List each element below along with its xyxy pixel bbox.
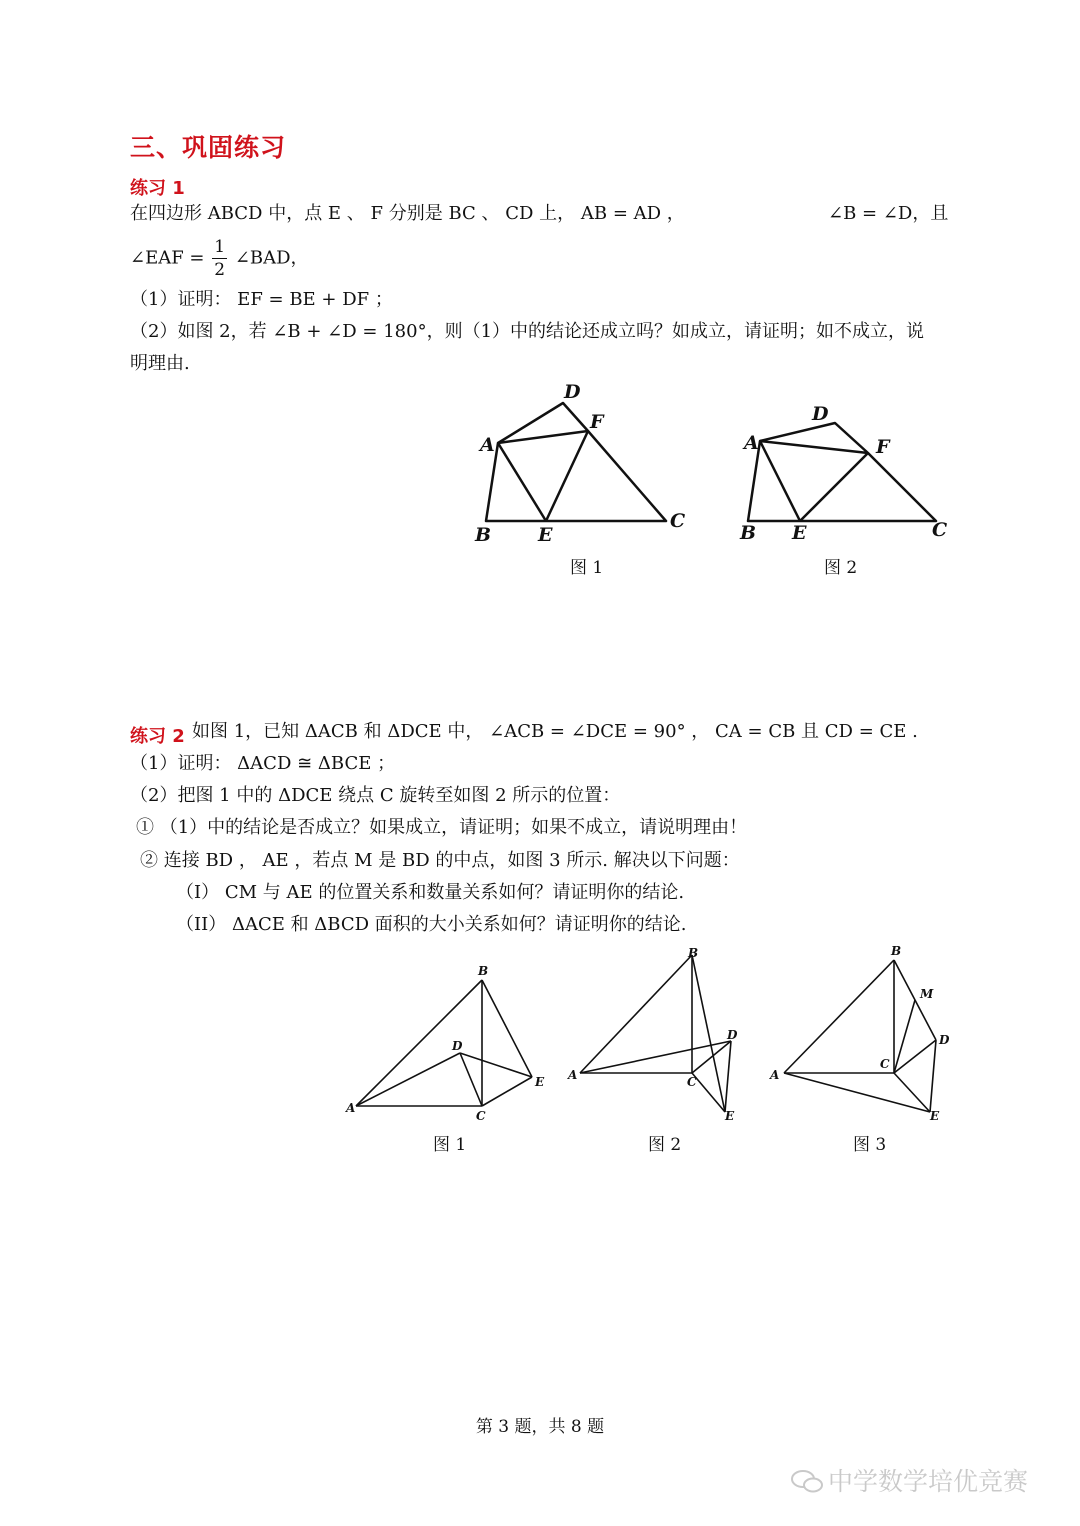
f1-dc: [460, 1053, 482, 1106]
exercise-1-question-2: （2）如图 2，若 ∠B + ∠D = 180°，则（1）中的结论还成立吗？如成立，请证明；如不成立，说: [130, 321, 925, 342]
f3-label-m: M: [920, 987, 934, 1001]
f1-ad: [356, 1053, 460, 1106]
exercise-1-line-1: 在四边形 ABCD 中，点 E 、 F 分别是 BC 、 CD 上， AB = AD ，: [130, 203, 685, 224]
f3-label-d: D: [939, 1033, 950, 1047]
f2-be: [692, 955, 725, 1112]
fig1-label-e: E: [538, 524, 553, 546]
exercise-1-figure-1-caption: 图 1: [570, 558, 604, 578]
fig2-label-f: F: [876, 436, 890, 458]
exercise-2-question-2-part-2: ② 连接 BD ， AE ，若点 M 是 BD 的中点，如图 3 所示. 解决以下问题：: [140, 850, 740, 871]
f2-ce: [692, 1073, 725, 1112]
fig2-segment-af: [760, 441, 868, 453]
fig1-label-b: B: [475, 524, 492, 546]
f1-label-c: C: [476, 1109, 486, 1123]
angle-eaf-lhs: ∠EAF =: [130, 247, 205, 269]
f3-ab: [784, 960, 894, 1073]
fig2-label-e: E: [792, 522, 807, 544]
wechat-icon: [790, 1468, 824, 1494]
fig1-label-c: C: [670, 510, 686, 532]
exercise-2-figure-2-caption: 图 2: [648, 1135, 682, 1155]
f2-label-d: D: [727, 1028, 738, 1042]
f1-label-e: E: [535, 1075, 545, 1089]
exercise-1-question-2-cont: 明理由.: [130, 353, 190, 374]
f3-label-c: C: [880, 1057, 890, 1071]
f1-label-a: A: [346, 1101, 356, 1115]
fig1-segment-ae: [498, 443, 546, 521]
f2-label-c: C: [687, 1075, 697, 1089]
exercise-2-question-2: （2）把图 1 中的 ΔDCE 绕点 C 旋转至如图 2 所示的位置：: [130, 785, 621, 806]
f2-de: [725, 1041, 731, 1112]
watermark: [790, 1462, 1028, 1498]
f3-label-b: B: [891, 944, 902, 958]
f2-ad: [580, 1041, 731, 1073]
exercise-2-question-2-part-1: ① （1）中的结论是否成立？如果成立，请证明；如果不成立，请说明理由！: [136, 817, 748, 838]
exercise-1-question-1: （1）证明： EF = BE + DF ；: [130, 289, 393, 310]
fig2-label-c: C: [932, 519, 948, 541]
fraction-denominator: 2: [214, 260, 226, 280]
fig2-label-b: B: [740, 522, 757, 544]
f3-de: [930, 1040, 936, 1112]
f3-ce: [894, 1073, 930, 1112]
f2-label-b: B: [688, 946, 699, 960]
exercise-1-figure-2-caption: 图 2: [824, 558, 858, 578]
exercise-2-subquestion-ii: （II） ΔACE 和 ΔBCD 面积的大小关系如何？请证明你的结论.: [176, 914, 687, 935]
exercise-2-figure-1-caption: 图 1: [433, 1135, 467, 1155]
f1-label-b: B: [478, 964, 489, 978]
exercise-1-line-1-tail: ∠B = ∠D，且: [828, 203, 949, 224]
fig2-segment-ef: [800, 453, 868, 521]
exercise-2-intro: 如图 1，已知 ΔACB 和 ΔDCE 中， ∠ACB = ∠DCE = 90° ， CA = CB 且 CD = CE .: [192, 721, 918, 742]
f3-cd: [894, 1040, 936, 1073]
exercise-2-figures: [330, 940, 970, 1130]
fig1-label-a: A: [480, 434, 495, 456]
f1-ab: [356, 980, 482, 1106]
f3-cm: [894, 1000, 915, 1073]
section-title: 三、巩固练习: [130, 133, 287, 162]
page-footer: 第 3 题，共 8 题: [475, 1417, 605, 1437]
fig1-label-f: F: [590, 411, 604, 433]
fig2-segment-ae: [760, 441, 800, 521]
fraction-numerator: 1: [214, 237, 226, 257]
watermark-text: 中学数学培优竞赛: [828, 1467, 1029, 1496]
angle-bad-rhs: ∠BAD，: [234, 247, 309, 269]
fig1-quadrilateral: [486, 403, 666, 521]
fig2-label-d: D: [812, 403, 829, 425]
fig1-label-d: D: [564, 381, 581, 403]
fig2-label-a: A: [744, 432, 759, 454]
fraction-one-half: [212, 236, 227, 281]
exercise-2-subquestion-i: （I） CM 与 AE 的位置关系和数量关系如何？请证明你的结论.: [176, 882, 685, 903]
exercise-1-figures: [460, 375, 980, 585]
f2-ab: [580, 955, 692, 1073]
exercise-2-question-1: （1）证明： ΔACD ≅ ΔBCE ；: [130, 753, 396, 774]
f1-ce: [482, 1077, 532, 1106]
f2-label-a: A: [568, 1068, 578, 1082]
f1-label-d: D: [452, 1039, 463, 1053]
fig1-segment-ef: [546, 431, 588, 521]
exercise-2-figure-3-caption: 图 3: [853, 1135, 887, 1155]
f3-label-a: A: [770, 1068, 780, 1082]
exercise-2-title: 练习 2: [130, 726, 185, 747]
fig1-segment-af: [498, 431, 588, 443]
exercise-1-line-2: [130, 236, 309, 281]
exercise-1-title: 练习 1: [130, 178, 185, 199]
f3-label-e: E: [930, 1109, 940, 1123]
f2-label-e: E: [725, 1109, 735, 1123]
f3-ae: [784, 1073, 930, 1112]
